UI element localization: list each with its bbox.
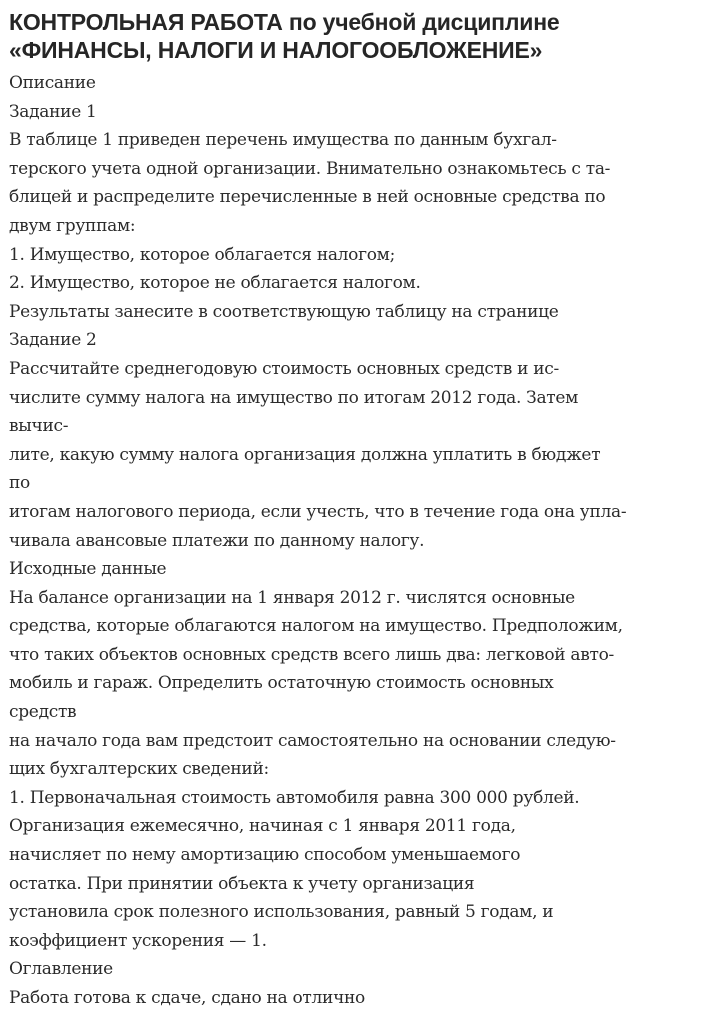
text-line: чивала авансовые платежи по данному налогу. [9, 530, 425, 551]
document-body [9, 69, 695, 1013]
text-line: щих бухгалтерских сведений: [9, 759, 269, 780]
text-line: лите, какую сумму налога организация должна уплатить в бюджет [9, 444, 601, 465]
section-heading-contents: Оглавление [9, 959, 113, 980]
text-line: Организация ежемесячно, начиная с 1 января 2011 года, [9, 816, 516, 837]
text-line: итогам налогового периода, если учесть, что в течение года она упла- [9, 501, 627, 522]
text-line: вычис- [9, 416, 69, 437]
text-line: На балансе организации на 1 января 2012 г. числятся основные [9, 587, 575, 608]
text-line: Рассчитайте среднегодовую стоимость основных средств и ис- [9, 358, 559, 379]
text-line: по [9, 473, 30, 494]
text-line: двум группам: [9, 215, 136, 236]
text-line: числите сумму налога на имущество по итогам 2012 года. Затем [9, 387, 579, 408]
text-line: начисляет по нему амортизацию способом уменьшаемого [9, 845, 521, 866]
section-heading-task-1: Задание 1 [9, 101, 97, 122]
section-heading-description: Описание [9, 73, 96, 93]
text-line: установила срок полезного использования, равный 5 годам, и [9, 902, 554, 923]
text-line: В таблице 1 приведен перечень имущества по данным бухгал- [9, 130, 557, 151]
list-item: 1. Первоначальная стоимость автомобиля равна 300 000 рублей. [9, 787, 580, 808]
text-line: средства, которые облагаются налогом на имущество. Предположим, [9, 616, 623, 637]
section-heading-task-2: Задание 2 [9, 330, 97, 351]
section-heading-source-data: Исходные данные [9, 559, 167, 580]
text-line: мобиль и гараж. Определить остаточную стоимость основных [9, 673, 554, 694]
list-item: 1. Имущество, которое облагается налогом; [9, 244, 396, 265]
document-title [9, 8, 695, 64]
text-line: средств [9, 702, 77, 723]
title-line-2: «ФИНАНСЫ, НАЛОГИ И НАЛОГООБЛОЖЕНИЕ» [9, 37, 543, 63]
text-line: на начало года вам предстоит самостоятельно на основании следую- [9, 730, 616, 751]
text-line: что таких объектов основных средств всего лишь два: легковой авто- [9, 644, 614, 665]
list-item: 2. Имущество, которое не облагается налогом. [9, 273, 421, 294]
text-line: терского учета одной организации. Внимательно ознакомьтесь с та- [9, 158, 611, 179]
status-note: Работа готова к сдаче, сдано на отлично [9, 988, 365, 1008]
text-line: блицей и распределите перечисленные в ней основные средства по [9, 187, 606, 208]
text-line: остатка. При принятии объекта к учету организация [9, 873, 475, 894]
title-line-1: КОНТРОЛЬНАЯ РАБОТА по учебной дисциплине [9, 9, 560, 35]
text-line: Результаты занесите в соответствующую таблицу на странице [9, 301, 559, 322]
text-line: коэффициент ускорения — 1. [9, 930, 267, 951]
